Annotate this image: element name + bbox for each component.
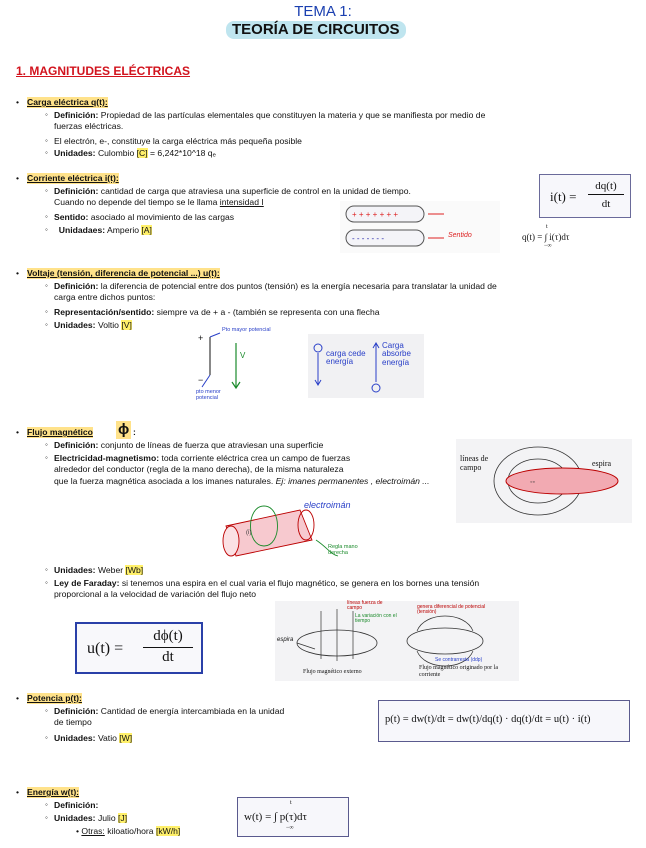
section-heading: 1. MAGNITUDES ELÉCTRICAS (16, 64, 191, 78)
energia-def-label: Definición: (54, 800, 99, 810)
flujo-units (54, 565, 143, 576)
voltaje-def-label: Definición: (54, 281, 99, 291)
svg-text:(i): (i) (246, 530, 252, 536)
svg-text:- - - - - - -: - - - - - - - (352, 234, 384, 243)
corriente-def-link: intensidad I (219, 197, 264, 208)
flujo-faraday (54, 578, 639, 601)
energia-units-label: Unidades: (54, 813, 96, 823)
potencia-def-text2: de tiempo (54, 717, 92, 728)
sketch1-v: V (240, 351, 246, 360)
title-line2: TEORÍA DE CIRCUITOS (226, 21, 406, 39)
flujo-units-label: Unidades: (54, 565, 96, 575)
voltaje-representacion (54, 307, 380, 318)
eq-q-lower: −∞ (544, 243, 552, 249)
corriente-def-text2: Cuando no depende del tiempo se le llama (54, 197, 218, 208)
flujo-definition (54, 440, 323, 451)
current-sketch (340, 201, 500, 253)
energia-definition (54, 800, 98, 811)
voltaje-units (54, 320, 132, 331)
potencia-units (54, 733, 132, 744)
flujo-units-symbol: [Wb] (125, 565, 144, 575)
electroiman-sketch (216, 496, 368, 566)
eq-w-lower: −∞ (286, 825, 294, 831)
faraday-right-caption: Flujo magnético originado por la corriente (419, 665, 498, 678)
eq-i-lhs: i(t) = (550, 189, 577, 204)
carga-label: Carga eléctrica q(t): (27, 97, 108, 107)
bullet-potencia: • (16, 693, 20, 703)
flujo-def-label: Definición: (54, 440, 99, 450)
carga-def-text2: fuerzas eléctricas. (54, 121, 124, 132)
voltaje-label: Voltaje (tensión, diferencia de potencial ...) u(t): (27, 268, 220, 278)
corriente-units (54, 225, 152, 236)
eq-w-text: w(t) = ∫ p(τ)dτ (244, 811, 307, 823)
potencia-def-text: Cantidad de energía intercambiada en la unidad (100, 706, 285, 716)
svg-text:−: − (198, 375, 204, 385)
corriente-units-text: Amperio (107, 225, 140, 235)
potencia-units-label: Unidades: (54, 733, 96, 743)
potencia-definition (54, 706, 354, 729)
voltaje-rep-label: Representación/sentido: (54, 307, 155, 317)
voltaje-definition (54, 281, 639, 304)
espira-figure (456, 439, 632, 523)
energia-units-symbol: [J] (118, 813, 128, 823)
bullet-flujo: • (16, 427, 20, 437)
flujo-em-text3: que la fuerza magnética asociada a los imanes naturales. (54, 475, 274, 486)
carga-electron: ◦ El electrón, e-, constituye la carga eléctrica más pequeña posible (54, 136, 302, 147)
eq-q-upper: t (546, 224, 548, 230)
carga-units (54, 148, 216, 159)
bullet-carga: • (16, 97, 20, 107)
eq-u-num: dϕ(t) (143, 627, 193, 648)
sketch1-bottom-label: pto menor potencial (196, 389, 221, 402)
voltaje-units-label: Unidades: (54, 320, 96, 330)
energia-otras-text: kiloatio/hora (107, 826, 154, 836)
faraday-figure (275, 601, 519, 681)
energia-units-text: Julio (97, 813, 116, 823)
flujo-units-text: Weber (97, 565, 124, 575)
bullet-corriente: • (16, 173, 20, 183)
svg-text:+ + + + + + +: + + + + + + + (352, 210, 399, 219)
corriente-def-label: Definición: (54, 186, 99, 196)
flujo-em-text: toda corriente eléctrica crea un campo de fuerzas (161, 453, 351, 463)
flujo-electromagnetismo (54, 453, 446, 487)
corriente-units-label: Unidadaes: (58, 225, 106, 235)
sketch2-left-label: carga cede energía (326, 349, 366, 367)
eq-i-den: dt (601, 198, 611, 210)
potencia-units-symbol: [W] (119, 733, 133, 743)
espira-svg (456, 439, 632, 523)
energia-otras-symbol: [kW/h] (155, 826, 181, 836)
faraday-equation (75, 622, 203, 674)
flujo-em-example: Ej: imanes permanentes , electroimán ... (275, 475, 430, 486)
flujo-colon: : (133, 427, 136, 437)
voltaje-units-text: Voltio (97, 320, 119, 330)
carga-units-text: Culombio (97, 148, 135, 158)
bullet-energia: • (16, 787, 20, 797)
voltaje-def-text: la diferencia de potencial entre dos puntos (tensión) es la energía necesaria para translatar la unidad de (100, 281, 497, 291)
flujo-em-text2: alrededor del conductor (regla de la mano derecha), de la misma naturaleza (54, 464, 344, 475)
carga-units-label: Unidades: (54, 148, 96, 158)
espira-lineas-label: líneas de campo (460, 454, 489, 472)
flujo-symbol: ϕ (118, 421, 130, 438)
eq-w-upper: t (290, 800, 292, 806)
faraday-note2: La variación con el tiempo (355, 613, 397, 625)
eq-p-text: p(t) = dw(t)/dt = dw(t)/dq(t) · dq(t)/dt = u(t) · i(t) (385, 714, 591, 725)
voltaje-def-text2: carga entre dichos puntos: (54, 292, 156, 303)
potencia-equation (378, 700, 630, 742)
voltaje-rep-text: siempre va de + a - (también se representa con una flecha (156, 307, 380, 317)
faraday-espira-label: espira (277, 637, 294, 643)
corriente-sentido-text: asociado al movimiento de las cargas (90, 212, 235, 222)
carga-units-symbol: [C] (136, 148, 148, 158)
energia-label: Energía w(t): (27, 787, 80, 797)
bullet-voltaje: • (16, 268, 20, 278)
svg-text:+: + (198, 333, 204, 343)
potencia-units-text: Vatio (97, 733, 117, 743)
potencia-def-label: Definición: (54, 706, 99, 716)
corriente-def-text: cantidad de carga que atraviesa una superficie de control en la unidad de tiempo. (100, 186, 411, 196)
faraday-left-caption: Flujo magnético externo (303, 669, 362, 675)
espira-label: espira (592, 459, 612, 468)
carga-definition (54, 110, 634, 133)
eq-q-integral: q(t) = ∫ i(τ)dτ (522, 232, 570, 242)
flujo-faraday-text2: proporcional a la velocidad de variación del flujo neto (54, 589, 257, 600)
current-equation (539, 174, 631, 218)
faraday-note1: líneas fuerza de campo (347, 600, 383, 612)
voltaje-units-symbol: [V] (121, 320, 132, 330)
electroiman-mano-label: Regla mano derecha (328, 544, 358, 557)
sketch-sentido-label: Sentido (448, 232, 472, 239)
faraday-note4: Se contrarresta (ddp) (435, 657, 483, 663)
corriente-units-symbol: [A] (141, 225, 152, 235)
flujo-def-text: conjunto de líneas de fuerza que atraviesan una superficie (100, 440, 324, 450)
carga-def-label: Definición: (54, 110, 99, 120)
energia-equation (237, 797, 349, 837)
svg-text:◦◦: ◦◦ (530, 479, 535, 486)
energia-otras: • Otras: kiloatio/hora [kW/h] (76, 826, 181, 836)
flujo-label: Flujo magnético (27, 427, 93, 437)
eq-i-num: dq(t) (588, 179, 624, 195)
voltage-sketch-1 (196, 327, 292, 413)
flujo-em-label: Electricidad-magnetismo: (54, 453, 160, 463)
eq-u-lhs: u(t) = (87, 640, 124, 657)
flujo-faraday-text: si tenemos una espira en el cual varia el flujo magnético, se genera en los bornes una tensión (121, 578, 480, 588)
current-wires-svg (340, 201, 500, 253)
energia-units (54, 813, 127, 824)
faraday-note3: genera diferencial de potencial (tensión) (417, 604, 486, 616)
potencia-label: Potencia p(t): (27, 693, 82, 703)
eq-u-den: dt (162, 649, 174, 665)
sketch2-right-label: Carga absorbe energía (382, 341, 411, 367)
corriente-label: Corriente eléctrica i(t): (27, 173, 119, 183)
sketch1-top-label: Pto mayor potencial (222, 327, 271, 333)
carga-units-value: = 6,242*10^18 qₑ (150, 148, 216, 158)
energia-otras-label: Otras: (81, 826, 105, 836)
corriente-sentido-label: Sentido: (54, 212, 89, 222)
carga-def-text: Propiedad de las partículas elementales que constituyen la materia y que se manifiesta por medio de (100, 110, 486, 120)
title-line1: TEMA 1: (294, 3, 352, 20)
corriente-sentido (54, 212, 234, 223)
flujo-faraday-label: Ley de Faraday: (54, 578, 120, 588)
voltage-sketch-2 (308, 334, 424, 398)
electroiman-label: electroimán (304, 500, 351, 510)
